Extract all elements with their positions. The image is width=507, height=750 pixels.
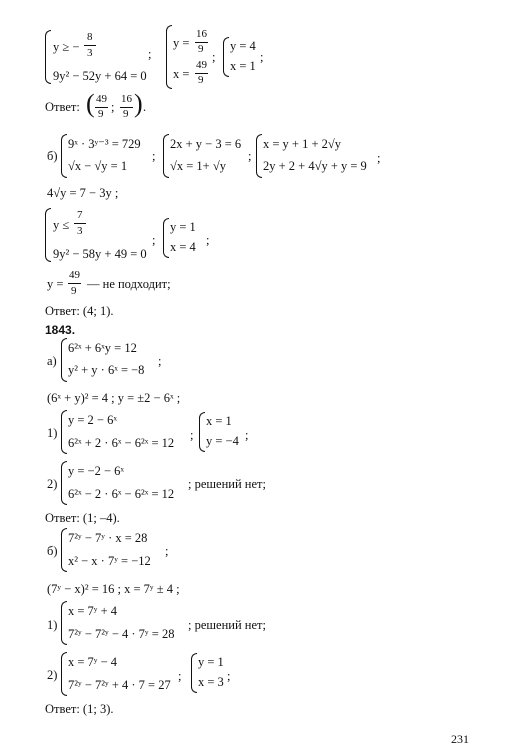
inequality-line: y ≥ − bbox=[53, 40, 80, 54]
math-text: ; bbox=[190, 428, 194, 442]
math-text: (7ʸ − x)² = 16 ; x = 7ʸ ± 4 ; bbox=[47, 582, 180, 596]
math-text: ; bbox=[111, 100, 115, 114]
math-text: 49 bbox=[196, 59, 207, 71]
math-text: 16 bbox=[196, 28, 207, 40]
math-text: y = 4 bbox=[230, 39, 256, 53]
math-text: 9 bbox=[198, 43, 204, 55]
math-text: x = 7ʸ + 4 bbox=[68, 604, 118, 618]
math-text: 6²ˣ + 6ˣy = 12 bbox=[68, 341, 137, 355]
system-brace bbox=[166, 25, 172, 89]
system-brace bbox=[45, 208, 51, 262]
math-text: x = 1 bbox=[230, 59, 256, 73]
system-brace bbox=[61, 338, 67, 382]
math-text: 2) bbox=[47, 477, 58, 491]
math-text: 2) bbox=[47, 668, 58, 682]
math-text: 49 bbox=[96, 93, 107, 105]
math-text: б) bbox=[47, 149, 58, 163]
math-text: ) bbox=[134, 89, 143, 118]
math-text: Ответ: (1; 3). bbox=[45, 702, 114, 716]
math-text: 7²ʸ − 7ʸ · x = 28 bbox=[68, 531, 148, 545]
system-brace bbox=[163, 218, 169, 258]
math-text: 7 bbox=[77, 209, 83, 221]
math-text: √x = 1+ √y bbox=[170, 159, 226, 173]
math-text: б) bbox=[47, 544, 58, 558]
math-text: 6²ˣ + 2 · 6ˣ − 6²ˣ = 12 bbox=[68, 436, 175, 450]
system-brace bbox=[163, 134, 169, 178]
math-text: y = 2 − 6ˣ bbox=[68, 413, 117, 427]
math-text: — не подходит; bbox=[87, 277, 171, 291]
math-text: Ответ: (1; –4). bbox=[45, 511, 120, 525]
fraction: 8 bbox=[87, 31, 93, 43]
problem-number: 1843. bbox=[45, 323, 76, 337]
math-text: 2x + y − 3 = 6 bbox=[170, 137, 242, 151]
math-text: ; bbox=[165, 544, 169, 558]
math-text: x = 3 bbox=[198, 675, 224, 689]
math-text: ; bbox=[245, 428, 249, 442]
math-text: y = 1 bbox=[198, 655, 224, 669]
math-text: x = 4 bbox=[170, 240, 196, 254]
math-text: ; решений нет; bbox=[188, 477, 266, 491]
math-text: 49 bbox=[69, 269, 80, 281]
math-text: ; bbox=[248, 149, 252, 163]
math-text: y = bbox=[47, 277, 64, 291]
answer-label: Ответ: bbox=[45, 100, 80, 114]
math-text: ; bbox=[206, 233, 210, 247]
math-text: 3 bbox=[87, 47, 93, 59]
math-text: x = 1 bbox=[206, 414, 232, 428]
math-text: 6²ˣ − 2 · 6ˣ − 6²ˣ = 12 bbox=[68, 487, 175, 501]
system-brace bbox=[61, 601, 67, 645]
math-text: Ответ: (4; 1). bbox=[45, 304, 114, 318]
system-brace bbox=[223, 37, 229, 77]
math-text: ; bbox=[212, 50, 216, 64]
system-brace bbox=[45, 30, 51, 84]
math-text: 2y + 2 + 4√y + y = 9 bbox=[263, 159, 367, 173]
system-brace bbox=[199, 412, 205, 452]
math-text: y = 1 bbox=[170, 220, 196, 234]
math-text: y² + y · 6ˣ = −8 bbox=[68, 363, 145, 377]
system-brace bbox=[61, 461, 67, 505]
math-text: ; bbox=[152, 233, 156, 247]
math-text: (6ˣ + y)² = 4 ; y = ±2 − 6ˣ ; bbox=[47, 391, 181, 405]
math-text: 9 bbox=[123, 108, 129, 120]
math-text: 4√y = 7 − 3y ; bbox=[47, 186, 119, 200]
page-number: 231 bbox=[451, 732, 469, 746]
math-text: x = y + 1 + 2√y bbox=[263, 137, 342, 151]
math-text: ( bbox=[86, 89, 95, 118]
math-text: y = −4 bbox=[206, 434, 239, 448]
math-text: ; решений нет; bbox=[188, 618, 266, 632]
math-text: y ≤ bbox=[53, 218, 70, 232]
math-text: ; bbox=[158, 354, 162, 368]
math-text: ; bbox=[152, 149, 156, 163]
math-text: ; bbox=[260, 50, 264, 64]
math-text: ; bbox=[227, 669, 231, 683]
math-text: ; bbox=[377, 151, 381, 165]
math-text: 9 bbox=[98, 108, 104, 120]
math-text: 1) bbox=[47, 426, 58, 440]
math-text: 3 bbox=[77, 225, 83, 237]
math-text: 9y² − 58y + 49 = 0 bbox=[53, 247, 147, 261]
math-text: 16 bbox=[121, 93, 132, 105]
math-text: x = 7ʸ − 4 bbox=[68, 655, 118, 669]
equation-line: 9y² − 52y + 64 = 0 bbox=[53, 69, 147, 83]
system-brace bbox=[191, 653, 197, 693]
math-text: 9 bbox=[198, 74, 204, 86]
math-text: 9 bbox=[71, 285, 77, 297]
math-text: √x − √y = 1 bbox=[68, 159, 128, 173]
math-text: ; bbox=[148, 47, 152, 61]
math-text: x² − x · 7ʸ = −12 bbox=[68, 554, 151, 568]
math-text: y = −2 − 6ˣ bbox=[68, 464, 125, 478]
system-brace bbox=[61, 652, 67, 696]
math-text: 9ˣ · 3ʸ⁻³ = 729 bbox=[68, 137, 141, 151]
math-text: . bbox=[143, 100, 147, 114]
system-brace bbox=[256, 134, 262, 178]
math-text: 7²ʸ − 7²ʸ + 4 · 7 = 27 bbox=[68, 678, 171, 692]
math-text: y = bbox=[173, 36, 190, 50]
math-text: а) bbox=[47, 354, 57, 368]
math-text: x = bbox=[173, 67, 190, 81]
math-text: ; bbox=[178, 669, 182, 683]
system-brace bbox=[61, 134, 67, 178]
system-brace bbox=[61, 528, 67, 572]
system-brace bbox=[61, 410, 67, 454]
math-text: 1) bbox=[47, 618, 58, 632]
math-text: 7²ʸ − 7²ʸ − 4 · 7ʸ = 28 bbox=[68, 627, 175, 641]
